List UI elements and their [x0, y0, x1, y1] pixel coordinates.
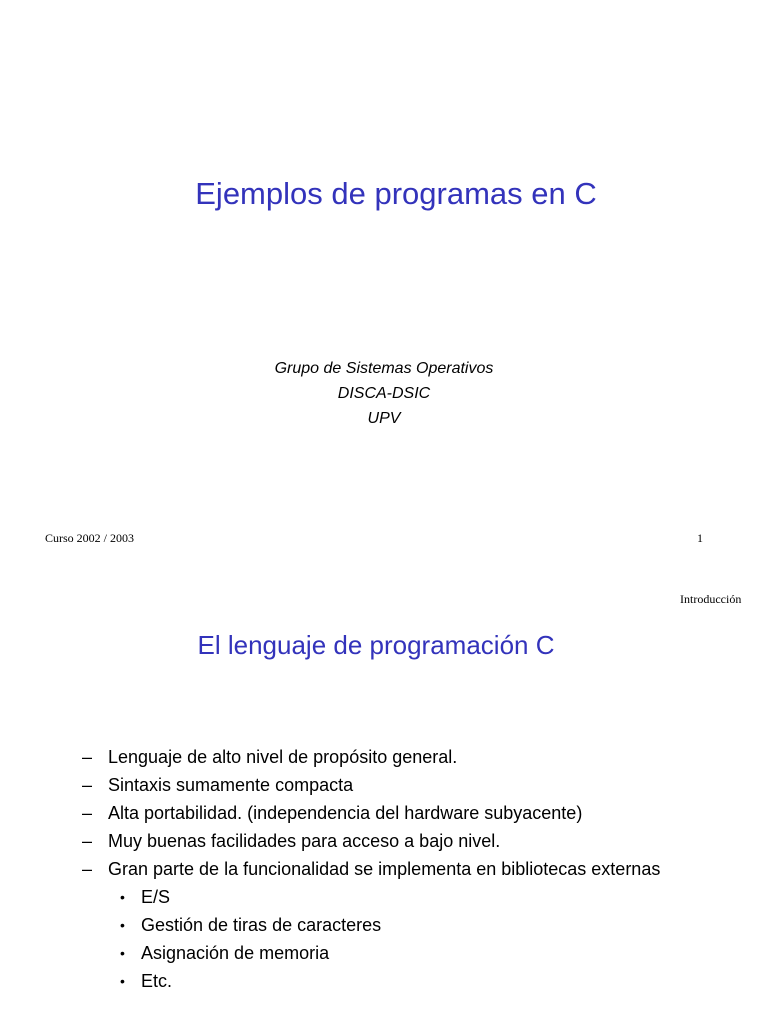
bullet-marker: •	[120, 945, 125, 961]
dash-marker: –	[82, 859, 93, 879]
sub-list-item-text: E/S	[141, 887, 171, 907]
list-item-text: Alta portabilidad. (independencia del hardware subyacente)	[108, 803, 583, 823]
bullet-marker: •	[120, 973, 125, 989]
dash-marker: –	[82, 803, 93, 823]
slide1-page-number: 1	[697, 531, 703, 545]
subtitle-line-university: UPV	[367, 410, 401, 427]
list-item-text: Gran parte de la funcionalidad se implementa en bibliotecas externas	[108, 859, 661, 879]
list-item-text: Sintaxis sumamente compacta	[108, 775, 354, 795]
dash-marker: –	[82, 775, 93, 795]
slide2-section-header: Introducción	[680, 592, 742, 606]
sub-list-item-text: Gestión de tiras de caracteres	[141, 915, 382, 935]
slide1-subtitle	[0, 356, 768, 431]
slide1-title: Ejemplos de programas en C	[195, 176, 597, 211]
list-item-text: Muy buenas facilidades para acceso a bajo nivel.	[108, 831, 501, 851]
subtitle-line-group: Grupo de Sistemas Operativos	[274, 360, 494, 377]
list-item-text: Lenguaje de alto nivel de propósito general.	[108, 747, 458, 767]
dash-marker: –	[82, 831, 93, 851]
slide1-footer-course: Curso 2002 / 2003	[45, 531, 135, 545]
subtitle-line-department: DISCA-DSIC	[337, 385, 431, 402]
slide2-title: El lenguaje de programación C	[197, 630, 555, 660]
bullet-marker: •	[120, 889, 125, 905]
sub-list-item-text: Etc.	[141, 971, 173, 991]
sub-list-item-text: Asignación de memoria	[141, 943, 330, 963]
bullet-marker: •	[120, 917, 125, 933]
dash-marker: –	[82, 747, 93, 767]
